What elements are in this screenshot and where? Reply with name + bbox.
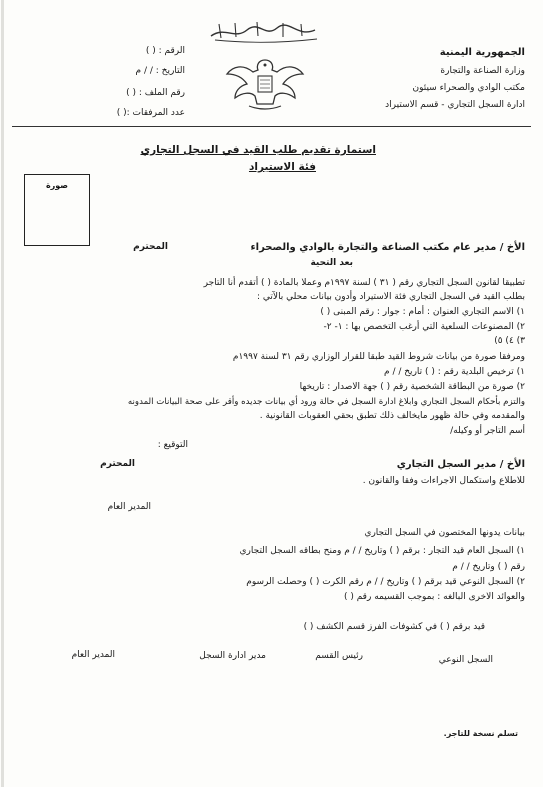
- basmala-text: [210, 20, 220, 31]
- ministry-name: وزارة الصناعة والتجارة: [440, 66, 525, 76]
- greeting: بعد التحية: [310, 258, 353, 268]
- yemen-eagle-emblem-icon: [225, 52, 305, 114]
- registry-line-2: رقم ( ) وتاريخ / / م: [452, 562, 525, 572]
- registry-line-1: ١) السجل العام قيد التجار : برقم ( ) وتاريخ / / م ومنح بطاقه السجل التجاري: [239, 546, 525, 556]
- scan-edge: [1, 0, 4, 787]
- registrar-note: للاطلاع واستكمال الاجراءات وفقا والقانون .: [362, 476, 525, 486]
- photo-box: [24, 174, 90, 246]
- office-name: مكتب الوادي والصحراء سيئون: [412, 83, 525, 93]
- body-line-10: والمقدمه وفي حالة ظهور مايخالف ذلك تطبق بحقي العقوبات القانونية .: [259, 411, 525, 421]
- country-name: الجمهورية اليمنية: [439, 47, 525, 58]
- respected-label: المحترم: [133, 242, 168, 252]
- department-name: ادارة السجل التجاري - قسم الاستيراد: [385, 100, 525, 110]
- registrar-addressee: الأخ / مدير السجل التجاري: [396, 459, 525, 470]
- registry-line-5: قيد برقم ( ) في كشوفات الفرز قسم الكشف ( ): [303, 622, 485, 632]
- body-line-1: تطبيقا لقانون السجل التجاري رقم ( ٣١ ) لسنة ١٩٩٧م وعملا بالمادة ( ) أتقدم أنا التاجر: [203, 278, 525, 288]
- sig-general-manager: المدير العام: [71, 650, 115, 660]
- sig-registry-director: مدير ادارة السجل: [199, 651, 266, 661]
- registrar-respected: المحترم: [100, 459, 135, 469]
- body-line-7: ١) ترخيص البلدية رقم : ( ) تاريخ / / م: [384, 367, 525, 377]
- photo-label: صورة: [45, 181, 69, 190]
- registrar-general-manager: المدير العام: [107, 502, 151, 512]
- file-number-field: رقم الملف : ( ): [126, 88, 185, 98]
- sig-specific-registry: السجل النوعي: [438, 655, 493, 665]
- body-line-4: ٢) المصنوعات السلعية التي أرغب التخصص بها : ١- ٢-: [323, 322, 525, 332]
- form-subtitle: فئة الاستيراد: [248, 161, 316, 173]
- body-line-9: والتزم بأحكام السجل التجاري وابلاغ ادارة السجل في حالة ورود أي بيانات جديده وأقر على صحة البيانات المدونه: [127, 397, 525, 407]
- form-title: استمارة تقديم طلب القيد في السجل التجاري: [140, 144, 376, 156]
- basmala-calligraphy: [205, 18, 325, 44]
- sig-section-head: رئيس القسم: [315, 651, 363, 661]
- footnote: تسلم نسخة للتاجر.: [443, 729, 518, 738]
- ref-number-field: الرقم : ( ): [145, 46, 185, 56]
- body-line-2: بطلب القيد في السجل التجاري فئة الاستيراد وأدون بيانات محلي بالآتي :: [257, 292, 525, 302]
- date-field: التاريخ : / / م: [135, 66, 185, 76]
- body-line-5: ٣) ٤) ٥): [494, 336, 525, 346]
- body-line-11: أسم التاجر أو وكيله/: [450, 426, 525, 436]
- body-line-8: ٢) صورة من البطاقة الشخصية رقم ( ) جهة الاصدار : تاريخها: [299, 382, 525, 392]
- header-divider: [12, 126, 531, 127]
- registry-intro: بيانات يدونها المختصون في السجل التجاري: [364, 528, 525, 538]
- registry-line-4: والعوائد الاخرى البالغه : بموجب القسيمه رقم ( ): [343, 592, 525, 602]
- attachments-field: عدد المرفقات :( ): [116, 108, 185, 118]
- signature-label: التوقيع :: [157, 440, 188, 450]
- body-line-3: ١) الاسم التجاري العنوان : أمام : جوار : رقم المبنى ( ): [320, 307, 525, 317]
- body-line-6: ومرفقا صورة من بيانات شروط القيد طبقا للقرار الوزاري رقم ٣١ لسنة ١٩٩٧م: [232, 352, 525, 362]
- registry-line-3: ٢) السجل النوعي قيد برقم ( ) وتاريخ / / م رقم الكرت ( ) وحصلت الرسوم: [246, 577, 525, 587]
- addressee-line: الأخ / مدير عام مكتب الصناعة والتجارة بالوادي والصحراء: [250, 242, 525, 253]
